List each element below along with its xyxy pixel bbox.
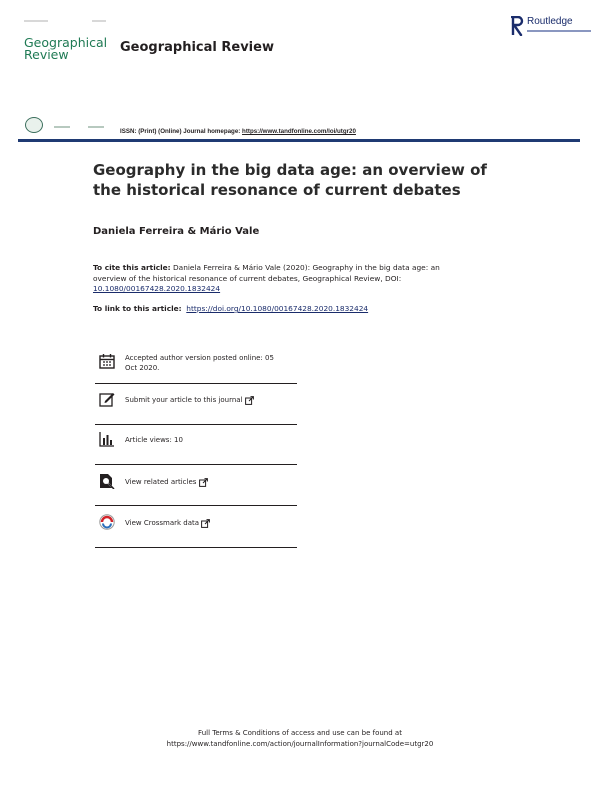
journal-name: Geographical Review — [120, 40, 274, 55]
accepted-row — [95, 352, 297, 376]
divider — [95, 464, 297, 465]
submit-label[interactable] — [125, 395, 254, 405]
publisher-subline — [527, 30, 591, 32]
related-label[interactable] — [125, 477, 208, 487]
crossmark-icon — [99, 514, 115, 530]
accepted-line2: Oct 2020. — [125, 364, 160, 372]
journal-logo-line2: Review — [24, 47, 69, 62]
divider — [95, 547, 297, 548]
footer-line1: Full Terms & Conditions of access and use can be found at — [198, 729, 402, 737]
submit-text[interactable]: Submit your article to this journal — [125, 396, 243, 404]
footer-terms-link[interactable]: https://www.tandfonline.com/action/journalInformation?journalCode=utgr20 — [166, 740, 434, 748]
routledge-r-icon — [511, 16, 524, 36]
header-mark-right — [92, 20, 106, 22]
external-link-icon — [199, 478, 208, 487]
article-authors: Daniela Ferreira & Mário Vale — [93, 226, 260, 237]
header-rule — [18, 139, 580, 142]
divider — [95, 505, 297, 506]
article-link-line — [93, 304, 368, 313]
external-link-icon — [201, 519, 210, 528]
issn-line — [120, 128, 356, 135]
external-link-icon — [245, 396, 254, 405]
bar-chart-icon — [99, 431, 115, 447]
crossmark-row[interactable] — [95, 514, 297, 536]
strip-mark-1 — [54, 126, 70, 128]
related-text[interactable]: View related articles — [125, 478, 197, 486]
journal-homepage-link[interactable]: https://www.tandfonline.com/loi/utgr20 — [242, 128, 356, 135]
link-label: To link to this article: — [93, 304, 182, 313]
submit-row[interactable] — [95, 393, 297, 413]
publisher-logo — [511, 16, 591, 40]
journal-logo-line1: Geographical — [24, 35, 108, 50]
article-doi-link[interactable]: https://doi.org/10.1080/00167428.2020.1832424 — [186, 304, 369, 313]
views-text: Article views: 10 — [125, 436, 183, 444]
journal-logo — [24, 37, 107, 61]
publisher-name: Routledge — [527, 16, 573, 27]
cite-label: To cite this article: — [93, 263, 171, 272]
related-row[interactable] — [95, 474, 297, 494]
accepted-line1: Accepted author version posted online: 05 — [125, 354, 274, 362]
article-title: Geography in the big data age: an overview of the historical resonance of current debates — [93, 161, 487, 199]
crossmark-label[interactable] — [125, 518, 210, 528]
citation-block — [93, 263, 473, 295]
strip-mark-2 — [88, 126, 104, 128]
views-row — [95, 433, 297, 453]
cite-text: Daniela Ferreira & Mário Vale (2020): Geography in the big data age: an overview of the historical resonance of current debates, Geographical Review, DOI: — [93, 263, 440, 283]
seal-icon — [25, 117, 43, 133]
issn-text: ISSN: (Print) (Online) Journal homepage: — [120, 128, 243, 135]
accepted-text — [125, 353, 274, 373]
crossmark-text[interactable]: View Crossmark data — [125, 519, 200, 527]
header-mark-left — [24, 20, 48, 22]
calendar-icon — [99, 353, 115, 369]
footer — [0, 728, 600, 750]
divider — [95, 383, 297, 384]
related-search-icon — [99, 473, 115, 489]
edit-icon — [99, 391, 115, 407]
divider — [95, 424, 297, 425]
cite-doi-link[interactable]: 10.1080/00167428.2020.1832424 — [93, 284, 221, 293]
